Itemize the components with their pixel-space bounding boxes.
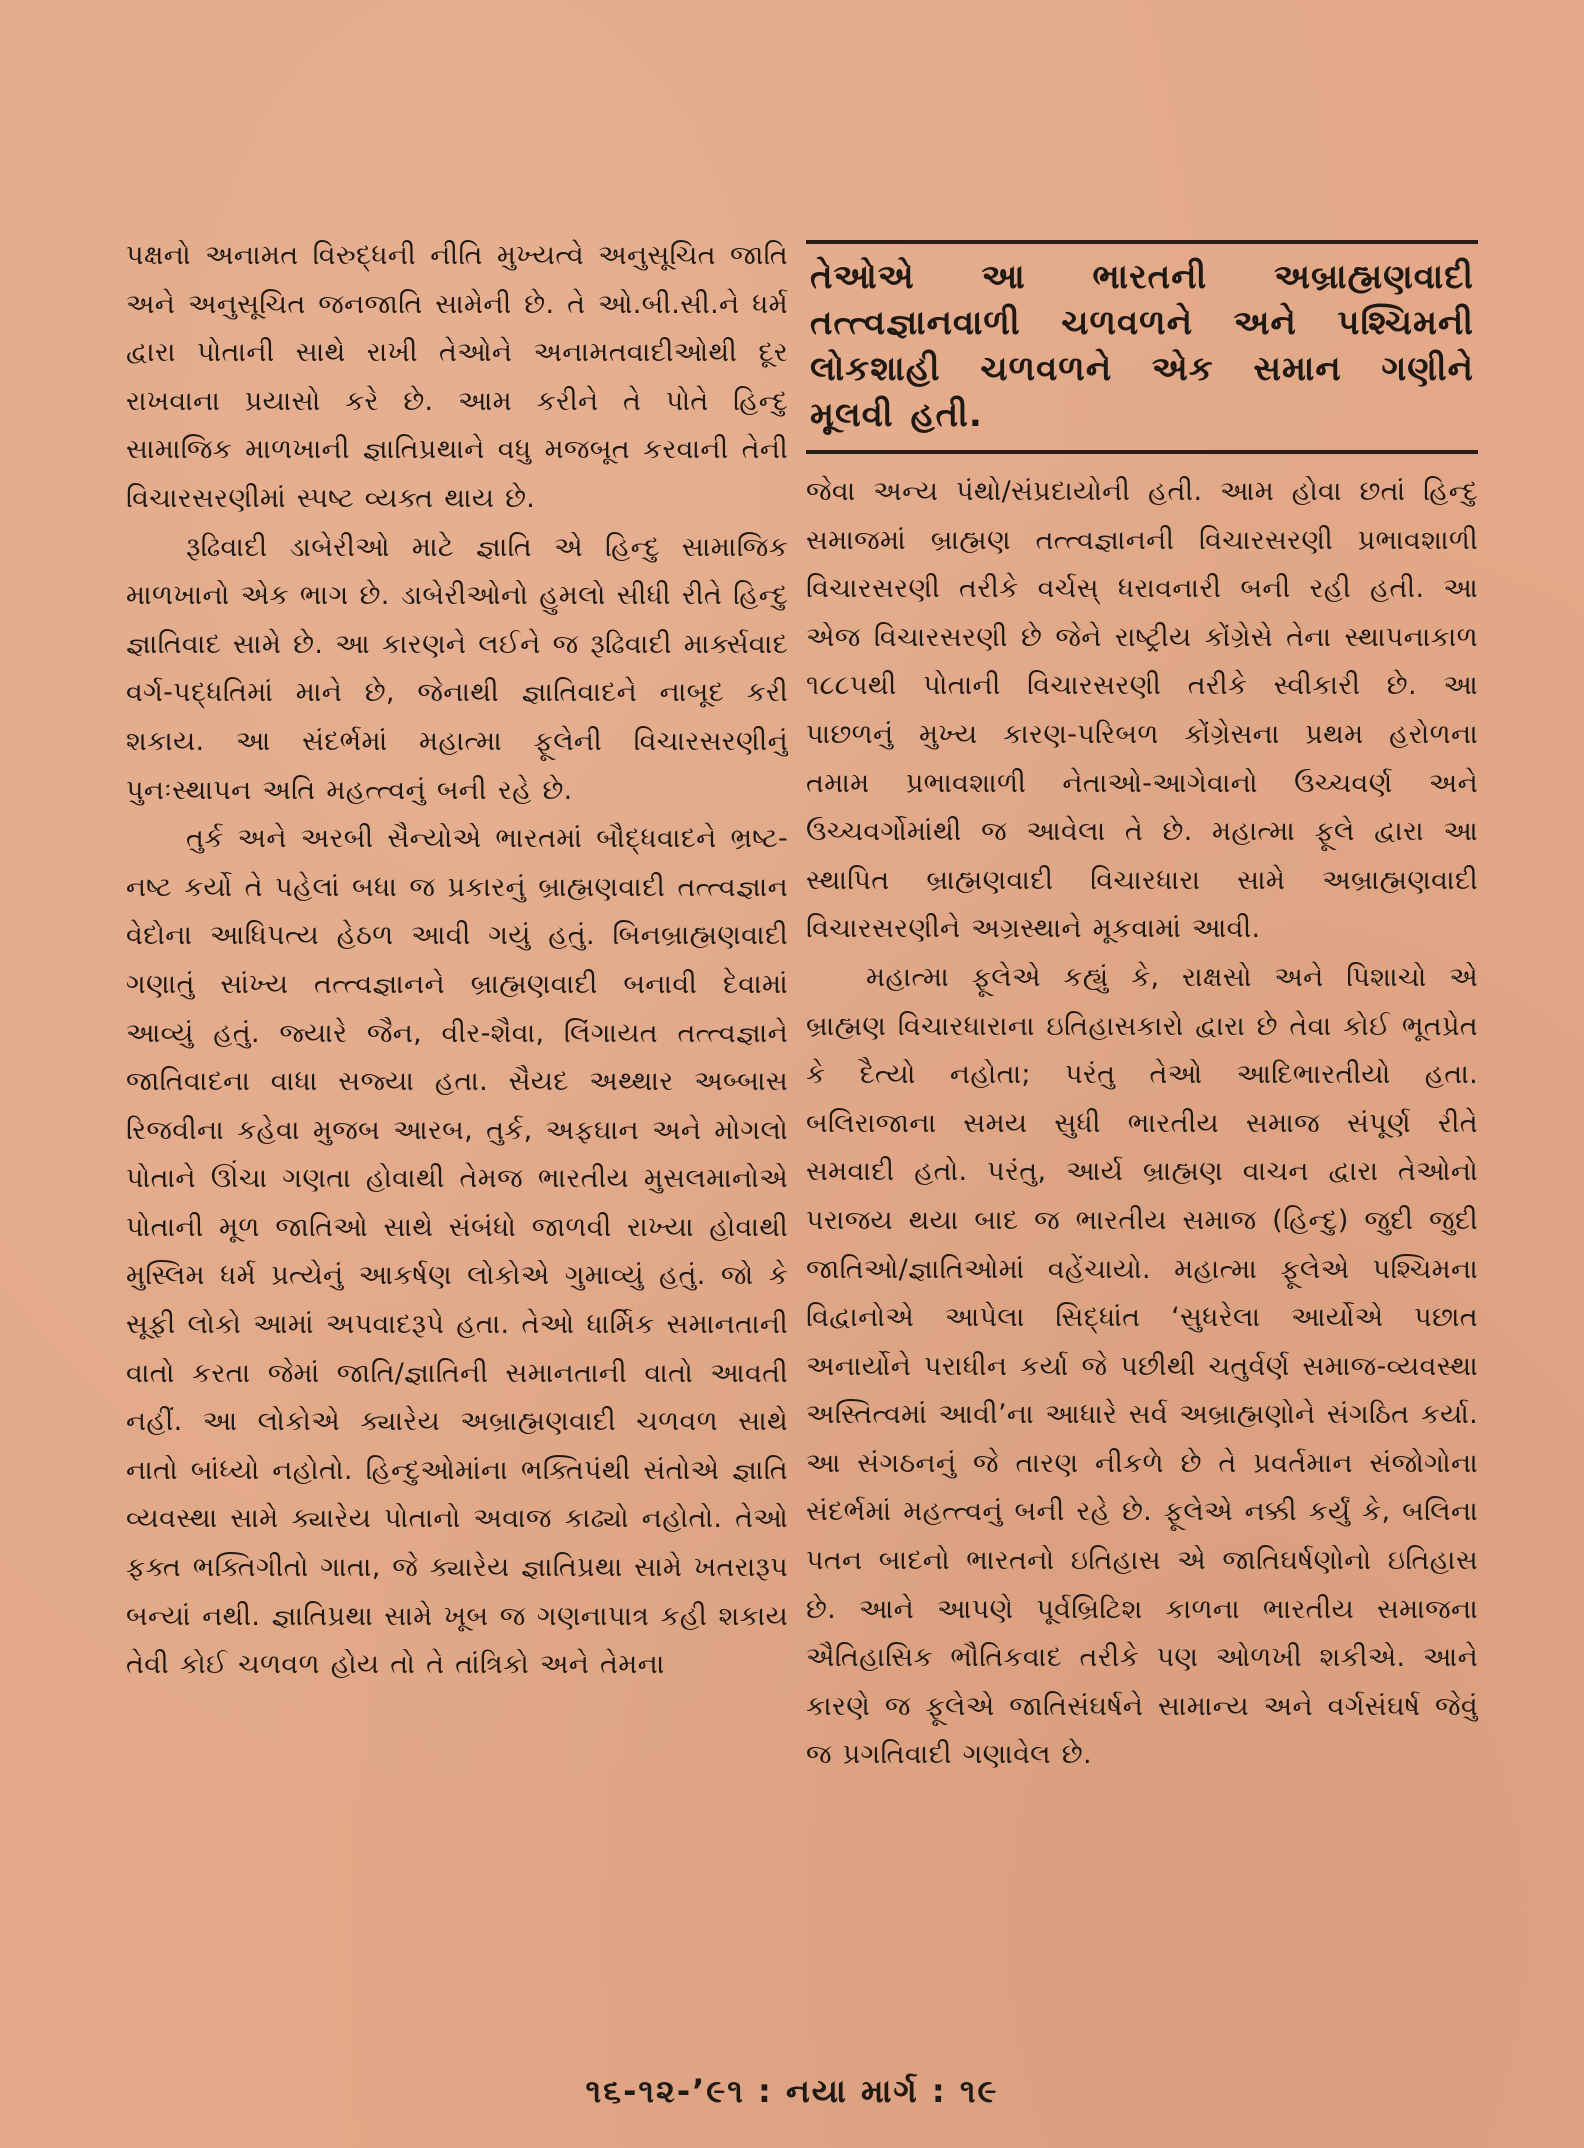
right-column [806,232,1478,2032]
page-footer: ૧૬-૧૨-’૯૧ : નયા માર્ગ : ૧૯ [585,2072,999,2110]
left-paragraph-3: તુર્ક અને અરબી સૈન્યોએ ભારતમાં બૌદ્ધવાદને ભ્રષ્ટ-નષ્ટ કર્યો તે પહેલાં બધા જ પ્રકારનું બ્રાહ્મણવાદી તત્ત્વજ્ઞાન વેદોના આધિપત્ય હેઠળ આવી ગયું હતું. બિનબ્રાહ્મણવાદી ગણાતું સાંખ્ય તત્ત્વજ્ઞાનને બ્રાહ્મણવાદી બનાવી દેવામાં આવ્યું હતું. જ્યારે જૈન, વીર-શૈવા, લિંગાયત તત્ત્વજ્ઞાને જાતિવાદના વાધા સજ્યા હતા. સૈયદ અથ્થાર અબ્બાસ રિજવીના કહેવા મુજબ આરબ, તુર્ક, અફઘાન અને મોગલો પોતાને ઊંચા ગણતા હોવાથી તેમજ ભારતીય મુસલમાનોએ પોતાની મૂળ જાતિઓ સાથે સંબંધો જાળવી રાખ્યા હોવાથી મુસ્લિમ ધર્મ પ્રત્યેનું આકર્ષણ લોકોએ ગુમાવ્યું હતું. જો કે સૂફી લોકો આમાં અપવાદરૂપે હતા. તેઓ ધાર્મિક સમાનતાની વાતો કરતા જેમાં જાતિ/જ્ઞાતિની સમાનતાની વાતો આવતી નહીં. આ લોકોએ ક્યારેય અબ્રાહ્મણવાદી ચળવળ સાથે નાતો બાંધ્યો નહોતો. હિન્દુઓમાંના ભક્તિપંથી સંતોએ જ્ઞાતિ વ્યવસ્થા સામે ક્યારેય પોતાનો અવાજ કાઢ્યો નહોતો. તેઓ ફક્ત ભક્તિગીતો ગાતા, જે ક્યારેય જ્ઞાતિપ્રથા સામે ખતરારૂપ બન્યાં નથી. જ્ઞાતિપ્રથા સામે ખૂબ જ ગણનાપાત્ર કહી શકાય તેવી કોઈ ચળવળ હોય તો તે તાંત્રિકો અને તેમના [126,823,788,1681]
pull-quote-text: તેઓએ આ ભારતની અબ્રાહ્મણવાદી તત્ત્વજ્ઞાનવાળી ચળવળને અને પશ્ચિમની લોકશાહી ચળવળને એક સમાન ગણીને મૂલવી હતી. [810,257,1474,435]
right-paragraph-2: મહાત્મા ફૂલેએ કહ્યું કે, રાક્ષસો અને પિશાચો એ બ્રાહ્મણ વિચારધારાના ઇતિહાસકારો દ્વારા છે તેવા કોઈ ભૂતપ્રેત કે દૈત્યો નહોતા; પરંતુ તેઓ આદિભારતીયો હતા. બલિરાજાના સમય સુધી ભારતીય સમાજ સંપૂર્ણ રીતે સમવાદી હતો. પરંતુ, આર્ય બ્રાહ્મણ વાચન દ્વારા તેઓનો પરાજય થયા બાદ જ ભારતીય સમાજ (હિન્દુ) જુદી જુદી જાતિઓ/જ્ઞાતિઓમાં વહેંચાયો. મહાત્મા ફૂલેએ પશ્ચિમના વિદ્વાનોએ આપેલા સિદ્ધાંત ‘સુધરેલા આર્યોએ પછાત અનાર્યોને પરાધીન કર્યા જે પછીથી ચતુર્વર્ણ સમાજ-વ્યવસ્થા અસ્તિત્વમાં આવી’ના આધારે સર્વ અબ્રાહ્મણોને સંગઠિત કર્યા. આ સંગઠનનું જે તારણ નીકળે છે તે પ્રવર્તમાન સંજોગોના સંદર્ભમાં મહત્ત્વનું બની રહે છે. ફૂલેએ નક્કી કર્યું કે, બલિના પતન બાદનો ભારતનો ઇતિહાસ એ જાતિઘર્ષણોનો ઇતિહાસ છે. આને આપણે પૂર્વબ્રિટિશ કાળના ભારતીય સમાજના ઐતિહાસિક ભૌતિકવાદ તરીકે પણ ઓળખી શકીએ. આને કારણે જ ફૂલેએ જાતિસંઘર્ષને સામાન્ય અને વર્ગસંઘર્ષ જેવું જ પ્રગતિવાદી ગણાવેલ છે. [806,961,1478,1771]
right-paragraph-1: જેવા અન્ય પંથો/સંપ્રદાયોની હતી. આમ હોવા છતાં હિન્દુ સમાજમાં બ્રાહ્મણ તત્ત્વજ્ઞાનની વિચારસરણી પ્રભાવશાળી વિચારસરણી તરીકે વર્ચસ્ ધરાવનારી બની રહી હતી. આ એજ વિચારસરણી છે જેને રાષ્ટ્રીય કોંગ્રેસે તેના સ્થાપનાકાળ ૧૮૮૫થી પોતાની વિચારસરણી તરીકે સ્વીકારી છે. આ પાછળનું મુખ્ય કારણ-પરિબળ કોંગ્રેસના પ્રથમ હરોળના તમામ પ્રભાવશાળી નેતાઓ-આગેવાનો ઉચ્ચવર્ણ અને ઉચ્ચવર્ગોમાંથી જ આવેલા તે છે. મહાત્મા ફૂલે દ્વારા આ સ્થાપિત બ્રાહ્મણવાદી વિચારધારા સામે અબ્રાહ્મણવાદી વિચારસરણીને અગ્રસ્થાને મૂકવામાં આવી. [806,476,1478,945]
left-column [126,232,788,2032]
pull-quote-box [806,240,1478,454]
left-paragraph-2: રૂઢિવાદી ડાબેરીઓ માટે જ્ઞાતિ એ હિન્દુ સામાજિક માળખાનો એક ભાગ છે. ડાબેરીઓનો હુમલો સીધી રીતે હિન્દુ જ્ઞાતિવાદ સામે છે. આ કારણને લઈને જ રૂઢિવાદી માર્ક્સવાદ વર્ગ-પદ્ધતિમાં માને છે, જેનાથી જ્ઞાતિવાદને નાબૂદ કરી શકાય. આ સંદર્ભમાં મહાત્મા ફૂલેની વિચારસરણીનું પુનઃસ્થાપન અતિ મહત્ત્વનું બની રહે છે. [126,531,788,806]
left-paragraph-1: પક્ષનો અનામત વિરુદ્ધની નીતિ મુખ્યત્વે અનુસૂચિત જાતિ અને અનુસૂચિત જનજાતિ સામેની છે. તે ઓ.બી.સી.ને ધર્મ દ્વારા પોતાની સાથે રાખી તેઓને અનામતવાદીઓથી દૂર રાખવાના પ્રયાસો કરે છે. આમ કરીને તે પોતે હિન્દુ સામાજિક માળખાની જ્ઞાતિપ્રથાને વધુ મજબૂત કરવાની તેની વિચારસરણીમાં સ્પષ્ટ વ્યક્ત થાય છે. [126,240,788,514]
